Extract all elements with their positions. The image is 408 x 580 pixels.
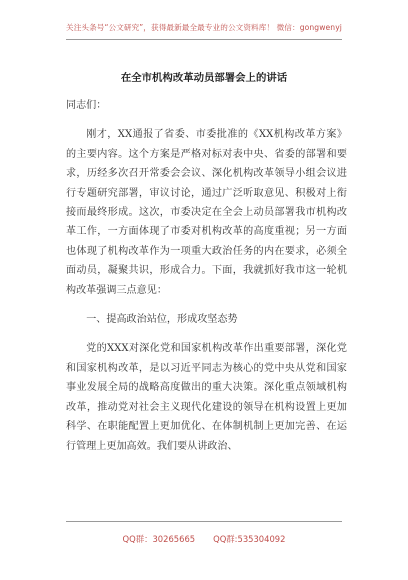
footer-divider [66, 521, 342, 522]
document-title: 在全市机构改革动员部署会上的讲话 [120, 72, 288, 84]
document-body [66, 96, 347, 456]
salutation: 同志们： [66, 100, 107, 111]
footer-qq-left: QQ群：30265665 [122, 534, 196, 544]
body-paragraph: 党的XXX对深化党和国家机构改革作出重要部署，深化党和国家机构改革，是以习近平同志为核心的党中央从党和国家事业发展全局的战略高度做出的重大决策。深化重点领域机构改革，推动党对社会主义现代化建设的领导在机构设置上更加科学、在职能配置上更加优化、在体制机制上更加完善、在运行管理上更加高效。我们要从讲政治、 [66, 343, 347, 452]
body-paragraph: 刚才，XX通报了省委、市委批准的《XX机构改革方案》的主要内容。这个方案是严格对标对表中央、省委的部署和要求，历经多次召开常委会会议、深化机构改革领导小组会议进行专题研究部署，审议讨论，通过广泛听取意见、积极对上衔接而最终形成。这次，市委决定在全会上动员部署我市机构改革工作，一方面体现了市委对机构改革的高度重视；另一方面也体现了机构改革作为一项重大政治任务的内在要求，必须全面动员，凝聚共识，形成合力。下面，我就抓好我市这一轮机构改革强调三点意见： [66, 129, 347, 296]
section-heading: 一、提高政治站位，形成攻坚态势 [86, 314, 238, 326]
footer-contact [0, 533, 408, 545]
header-divider [66, 39, 342, 40]
header-promo-text: 关注头条号“公文研究”，获得最新最全最专业的公文资料库！ 微信：gongwenyj [66, 23, 342, 32]
footer-qq-right: QQ群:535304092 [213, 534, 286, 544]
